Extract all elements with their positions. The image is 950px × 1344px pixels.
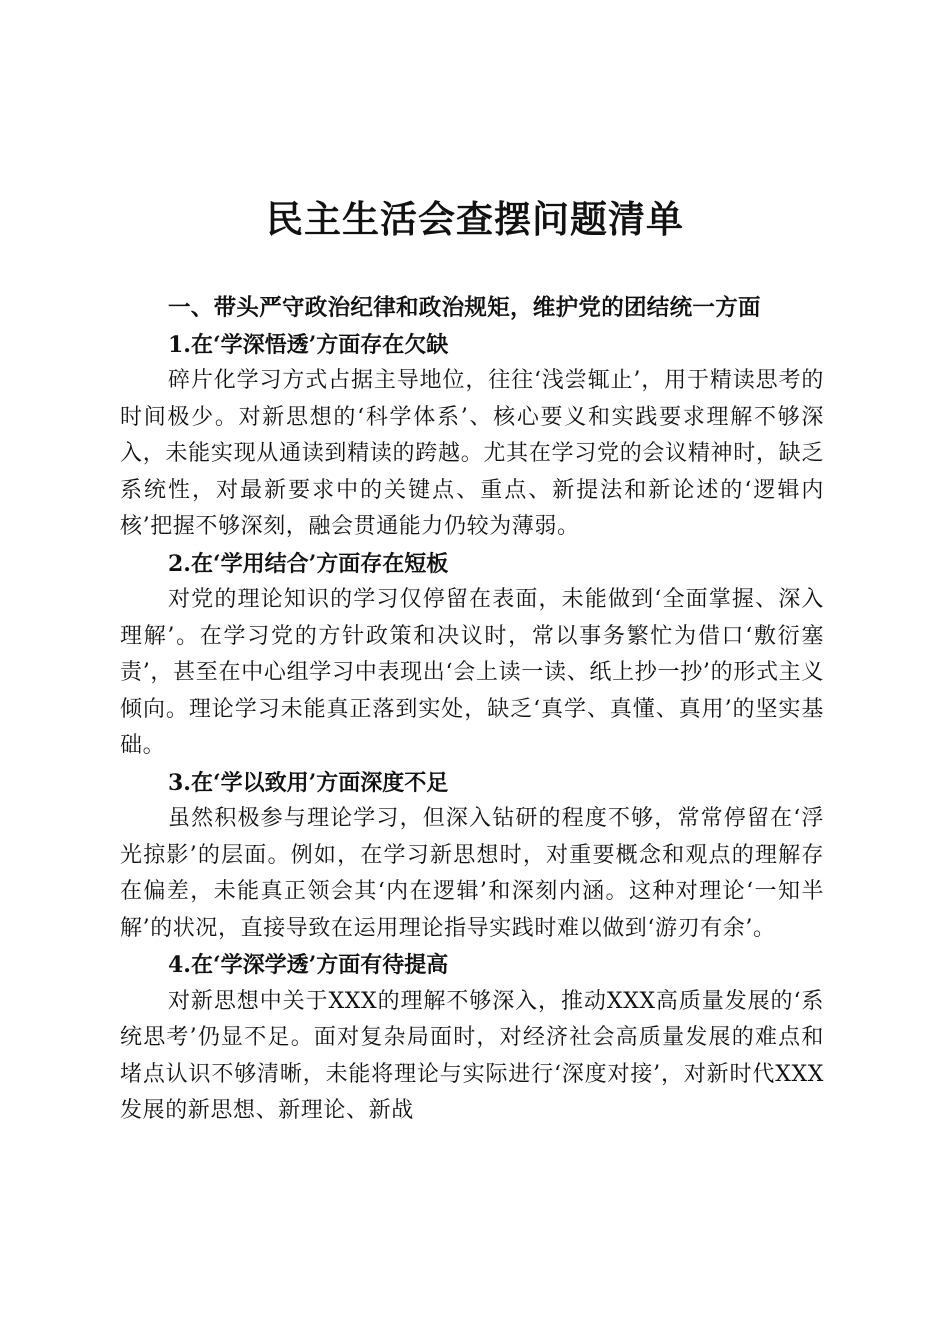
item-1-heading: 1.在‘学深悟透’方面存在欠缺	[168, 331, 449, 358]
item-2-heading: 2.在‘学用结合’方面存在短板	[168, 550, 449, 577]
item-1-paragraph: 碎片化学习方式占据主导地位，往往‘浅尝辄止’，用于精读思考的时间极少。对新思想的‘科学体系’、核心要义和实践要求理解不够深入，未能实现从通读到精读的跨越。尤其在学习党的会议精神时，缺乏系统性，对最新要求中的关键点、重点、新提法和新论述的‘逻辑内核’把握不够深刻，融会贯通能力仍较为薄弱。	[120, 368, 824, 539]
document-title: 民主生活会查摆问题清单	[266, 197, 684, 241]
item-4-paragraph: 对新思想中关于XXX的理解不够深入，推动XXX高质量发展的‘系统思考’仍显不足。面对复杂局面时，对经济社会高质量发展的难点和堵点认识不够清晰，未能将理论与实际进行‘深度对接’，对新时代XXX发展的新思想、新理论、新战	[120, 988, 824, 1123]
item-4-heading: 4.在‘学深学透’方面有待提高	[168, 952, 449, 978]
item-2-paragraph: 对党的理论知识的学习仅停留在表面，未能做到‘全面掌握、深入理解’。在学习党的方针政策和决议时，常以事务繁忙为借口‘敷衍塞责’，甚至在中心组学习中表现出‘会上读一读、纸上抄一抄’的形式主义倾向。理论学习未能真正落到实处，缺乏‘真学、真懂、真用’的坚实基础。	[120, 587, 824, 758]
item-3-heading: 3.在‘学以致用’方面深度不足	[168, 769, 449, 796]
item-3-paragraph: 虽然积极参与理论学习，但深入钻研的程度不够，常常停留在‘浮光掠影’的层面。例如，在学习新思想时，对重要概念和观点的理解存在偏差，未能真正领会其‘内在逻辑’和深刻内涵。这种对理论‘一知半解’的状况，直接导致在运用理论指导实践时难以做到‘游刃有余’。	[120, 806, 824, 941]
document-body	[120, 290, 824, 1130]
section-heading: 一、带头严守政治纪律和政治规矩，维护党的团结统一方面	[168, 295, 761, 321]
